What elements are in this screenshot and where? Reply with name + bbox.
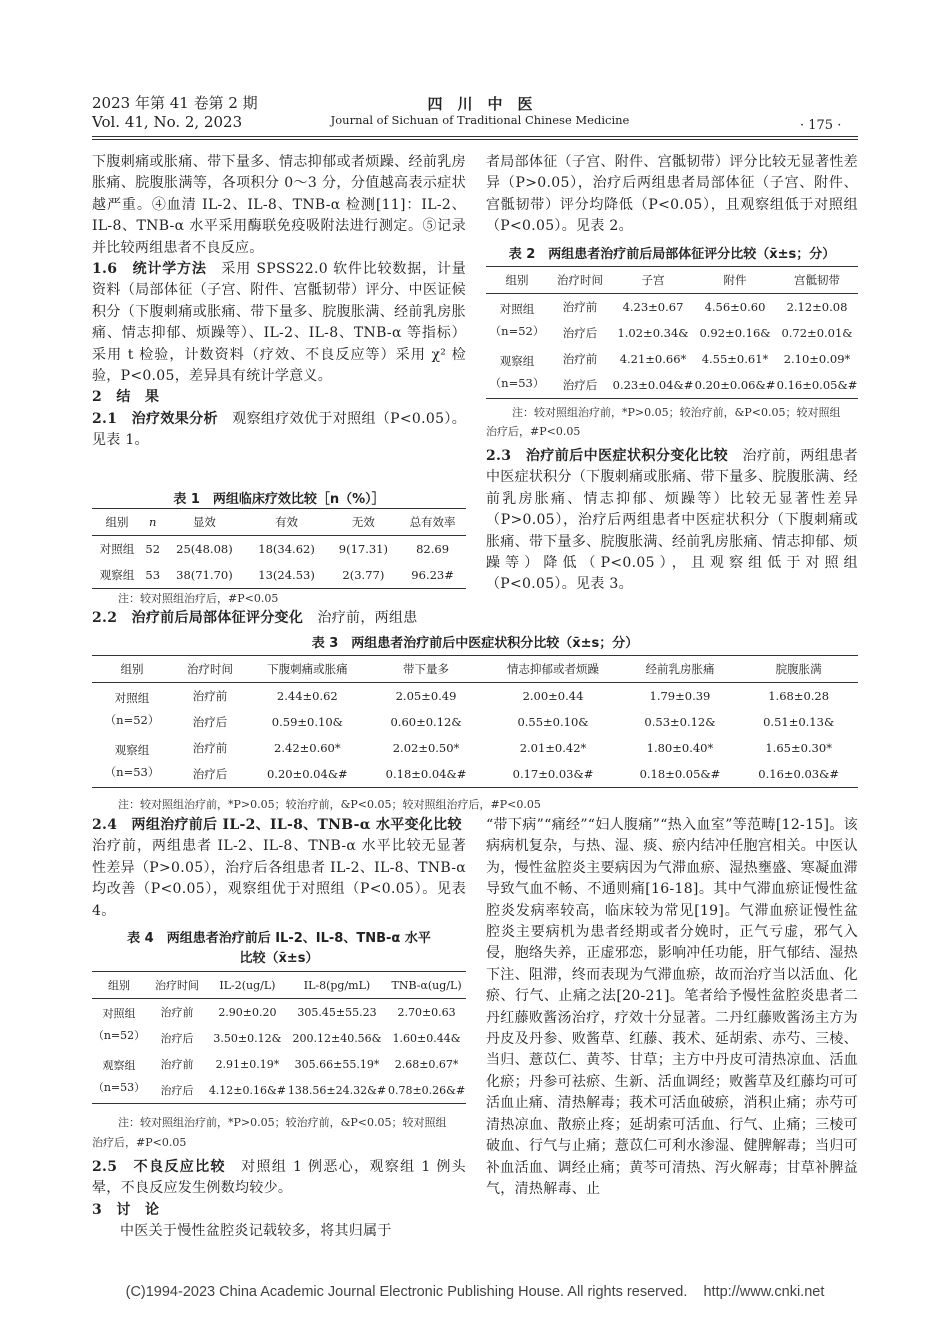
section-2-2-text: 治疗前，两组患 bbox=[303, 610, 418, 626]
table-3-title: 表 3 两组患者治疗前后中医症状积分比较（x̄±s；分） bbox=[311, 636, 639, 651]
table-1-header: 总有效率 bbox=[409, 515, 456, 529]
table-cell: 200.12±40.56& bbox=[292, 1031, 382, 1045]
table-2-title: 表 2 两组患者治疗前后局部体征评分比较（x̄±s；分） bbox=[508, 247, 836, 262]
group-n: （n=52） bbox=[104, 713, 160, 727]
table-1 bbox=[92, 508, 466, 589]
table-cell: 治疗前 bbox=[562, 352, 598, 366]
table-3-group-observation bbox=[92, 735, 172, 788]
group-n: （n=52） bbox=[489, 324, 545, 338]
table-4-header: TNB-α(ug/L) bbox=[391, 978, 462, 992]
table-cell: 305.45±55.23 bbox=[297, 1005, 377, 1019]
table-cell: 2.91±0.19* bbox=[215, 1057, 280, 1071]
table-cell: 25(48.08) bbox=[176, 542, 233, 556]
table-2-header: 子宫 bbox=[641, 273, 665, 287]
section-2-heading: 2 结 果 bbox=[92, 389, 160, 406]
table-cell: 治疗后 bbox=[562, 326, 598, 340]
group-label: 观察组 bbox=[499, 354, 535, 368]
discussion-start: 中医关于慢性盆腔炎记载较多，将其归属于 bbox=[120, 1223, 392, 1240]
table-cell: 2.42±0.60* bbox=[274, 741, 341, 755]
section-2-1-heading: 2.1 治疗效果分析 bbox=[92, 410, 218, 427]
table-cell: 1.02±0.34& bbox=[617, 326, 689, 340]
issue-en: Vol. 41, No. 2, 2023 bbox=[92, 113, 243, 131]
table-4-note-2: 治疗后，#P<0.05 bbox=[92, 1136, 187, 1149]
table-row bbox=[92, 735, 858, 761]
table-cell: 治疗前 bbox=[192, 689, 228, 703]
table-cell: 1.79±0.39 bbox=[649, 689, 711, 703]
table-cell: 治疗后 bbox=[562, 378, 598, 392]
table-row bbox=[92, 761, 858, 788]
table-1-header: 组别 bbox=[105, 515, 129, 529]
table-cell: 0.55±0.10& bbox=[517, 715, 589, 729]
table-cell: 0.20±0.04&# bbox=[266, 767, 348, 781]
table-cell: 2.70±0.63 bbox=[397, 1005, 456, 1019]
table-2-header: 治疗时间 bbox=[557, 273, 603, 287]
table-4-title-1: 表 4 两组患者治疗前后 IL-2、IL-8、TNB-α 水平 bbox=[127, 931, 431, 946]
table-cell: 治疗前 bbox=[160, 1058, 194, 1071]
table-3-header-row bbox=[92, 656, 858, 683]
table-3-header: 经前乳房胀痛 bbox=[645, 662, 715, 676]
group-n: （n=53） bbox=[489, 376, 545, 390]
table-cell: 2.10±0.09* bbox=[783, 352, 851, 366]
table-cell: 0.92±0.16& bbox=[699, 326, 771, 340]
table-row bbox=[92, 999, 466, 1026]
table-cell: 2.00±0.44 bbox=[522, 689, 584, 703]
table-cell: 13(24.53) bbox=[258, 568, 315, 582]
table-3-header: 组别 bbox=[120, 662, 144, 676]
right-paragraph-1: 者局部体征（子宫、附件、宫骶韧带）评分比较无显著性差异（P>0.05），治疗后两组患者局部体征（子宫、附件、宫骶韧带）评分均降低（P<0.05），且观察组低于对照组（P<0.05）。见表 2。 bbox=[486, 154, 858, 235]
table-2-header: 宫骶韧带 bbox=[794, 273, 840, 287]
section-1-6-heading: 1.6 统计学方法 bbox=[92, 261, 207, 278]
table-cell: 1.68±0.28 bbox=[768, 689, 830, 703]
header-rule bbox=[92, 136, 858, 140]
section-2-5 bbox=[92, 1157, 466, 1200]
table-cell: 0.20±0.06&# bbox=[694, 378, 776, 392]
table-4-header: 治疗时间 bbox=[155, 979, 199, 992]
table-cell: 治疗后 bbox=[192, 715, 228, 729]
table-cell: 0.78±0.26&# bbox=[387, 1083, 466, 1097]
group-label: 观察组 bbox=[102, 1059, 136, 1072]
table-cell: 1.60±0.44& bbox=[392, 1031, 461, 1045]
table-cell: 82.69 bbox=[416, 542, 450, 556]
table-cell: 4.12±0.16&# bbox=[208, 1083, 287, 1097]
table-4-group-observation bbox=[92, 1051, 146, 1104]
section-2-4-text: 治疗前，两组患者 IL-2、IL-8、TNB-α 水平比较无显著性差异（P>0.05），治疗后各组患者 IL-2、IL-8、TNB-α 均改善（P<0.05），观察组优于对照组（P<0.05）。见表 4。 bbox=[92, 817, 477, 919]
discussion-text: “带下病”“痛经”“妇人腹痛”“热入血室”等范畴[12-15]。该病病机复杂，与热、湿、痰、瘀内结冲任胞宫相关。中医认为，慢性盆腔炎主要病因为气滞血瘀、湿热壅盛、寒凝血滞导致气血不畅、不通则痛[16-18]。其中气滞血瘀证慢性盆腔炎发病率较高，临床较为常见[19]。气滞血瘀证慢性盆腔炎主要病机为患者经期或者分娩时，正气亏虚，邪气入侵，胞络失养，正虚邪恋，影响冲任功能，肝气郁结、湿热下注、阻滞，终而表现为气滞血瘀，故而治疗当以活血、化瘀、行气、止痛之法[20-21]。笔者给予慢性盆腔炎患者二丹红藤败酱汤治疗，疗效十分显著。二丹红藤败酱汤主方为丹皮及丹参、败酱草、红藤、莪术、延胡索、赤芍、三棱、当归、薏苡仁、黄芩、甘草；主方中丹皮可清热凉血、活血化瘀；丹参可祛瘀、生新、活血调经；败酱草及红藤均可可活血止痛、清热解毒；莪术可活血破瘀，消积止痛；赤芍可清热凉血、散瘀止疼；延胡索可活血、行气、止痛；三棱可破血、行气与止痛；薏苡仁可利水渗湿、健脾解毒；当归可补血活血、调经止痛；黄芩可清热、泻火解毒；甘草补脾益气，清热解毒、止 bbox=[486, 817, 858, 1197]
table-cell: 0.51±0.13& bbox=[763, 715, 835, 729]
section-2-3-heading: 2.3 治疗前后中医症状积分变化比较 bbox=[486, 448, 729, 464]
table-cell: 305.66±55.19* bbox=[294, 1057, 380, 1071]
table-cell: 治疗后 bbox=[160, 1032, 194, 1045]
table-2-note-1: 注：较对照组治疗前，*P>0.05；较治疗前，&P<0.05；较对照组 bbox=[512, 406, 841, 419]
table-cell: 3.50±0.12& bbox=[213, 1031, 282, 1045]
table-cell: 治疗后 bbox=[160, 1084, 194, 1097]
section-2-3 bbox=[486, 446, 858, 596]
table-1-title: 表 1 两组临床疗效比较［n（%）］ bbox=[173, 492, 385, 507]
journal-cn: 四 川 中 医 bbox=[427, 95, 533, 113]
table-4-title-2: 比较（x̄±s） bbox=[239, 951, 319, 966]
table-cell: 0.53±0.12& bbox=[644, 715, 716, 729]
table-3-note: 注：较对照组治疗前，*P>0.05；较治疗前，&P<0.05；较对照组治疗后，#P<0.05 bbox=[118, 798, 541, 811]
table-1-header: n bbox=[149, 515, 157, 529]
table-cell: 53 bbox=[145, 568, 161, 582]
issue-cn: 2023 年第 41 卷第 2 期 bbox=[92, 94, 258, 112]
table-4-header-row bbox=[92, 972, 466, 999]
table-cell: 2.68±0.67* bbox=[394, 1057, 459, 1071]
table-cell: 2.12±0.08 bbox=[786, 300, 848, 314]
table-2-header-row bbox=[486, 267, 858, 294]
group-label: 对照组 bbox=[114, 691, 150, 705]
table-2-group-observation bbox=[486, 346, 548, 399]
table-4-header: 组别 bbox=[108, 979, 130, 992]
table-2-group-control bbox=[486, 294, 548, 347]
table-3-group-control bbox=[92, 683, 172, 736]
table-cell: 治疗前 bbox=[160, 1006, 194, 1019]
group-n: （n=53） bbox=[92, 1081, 146, 1094]
table-3-header: 情志抑郁或者烦躁 bbox=[506, 662, 599, 676]
table-cell: 96.23# bbox=[411, 568, 454, 582]
page-number: · 175 · bbox=[800, 118, 842, 133]
left-column-top bbox=[92, 152, 466, 452]
table-row bbox=[92, 683, 858, 710]
right-column-top bbox=[486, 152, 858, 238]
table-2-note-2: 治疗后，#P<0.05 bbox=[486, 425, 581, 438]
right-column-discussion bbox=[486, 815, 858, 1200]
table-cell: 4.55±0.61* bbox=[701, 352, 769, 366]
table-1-header: 有效 bbox=[275, 515, 299, 529]
table-cell: 0.72±0.01& bbox=[781, 326, 853, 340]
table-cell: 2.01±0.42* bbox=[519, 741, 587, 755]
journal-en: Journal of Sichuan of Traditional Chinese Medicine bbox=[330, 113, 630, 127]
table-cell: 1.65±0.30* bbox=[765, 741, 832, 755]
group-label: 对照组 bbox=[499, 302, 535, 316]
table-cell: 0.16±0.05&# bbox=[776, 378, 858, 392]
section-1-6 bbox=[92, 259, 466, 387]
left-paragraph-1: 下腹刺痛或胀痛、带下量多、情志抑郁或者烦躁、经前乳房胀痛、脘腹胀满等，各项积分 0～3 分，分值越高表示症状越严重。④血清 IL-2、IL-8、TNB-α 检测[11]：IL-2、IL-8、TNB-α 水平采用酶联免疫吸附法进行测定。⑤记录并比较两组患者不良反应。 bbox=[92, 154, 466, 256]
section-2-1 bbox=[92, 409, 466, 452]
table-3-header: 带下量多 bbox=[403, 662, 450, 676]
table-cell: 138.56±24.32&# bbox=[287, 1083, 387, 1097]
table-4-header: IL-8(pg/mL) bbox=[303, 978, 371, 992]
table-2 bbox=[486, 266, 858, 399]
group-n: （n=52） bbox=[92, 1029, 146, 1042]
group-label: 观察组 bbox=[114, 743, 150, 757]
table-row bbox=[92, 536, 466, 563]
table-cell: 观察组 bbox=[99, 568, 135, 582]
table-cell: 对照组 bbox=[99, 542, 135, 556]
table-row bbox=[92, 1077, 466, 1104]
table-3-header: 脘腹胀满 bbox=[775, 662, 822, 676]
table-cell: 治疗前 bbox=[562, 300, 598, 314]
table-cell: 18(34.62) bbox=[258, 542, 315, 556]
section-2-1-text: 观察组疗效优于对照组（P<0.05）。见表 1。 bbox=[92, 410, 467, 449]
section-2-5-text: 对照组 1 例恶心，观察组 1 例头晕，不良反应发生例数均较少。 bbox=[92, 1159, 466, 1197]
table-1-header: 显效 bbox=[192, 515, 216, 529]
section-2-2-heading: 2.2 治疗前后局部体征评分变化 bbox=[92, 610, 304, 626]
table-1-header: 无效 bbox=[351, 515, 375, 529]
table-row bbox=[92, 1025, 466, 1051]
section-2-4 bbox=[92, 815, 477, 922]
table-1-note: 注：较对照组治疗后，#P<0.05 bbox=[118, 592, 279, 605]
table-cell: 0.16±0.03&# bbox=[758, 767, 840, 781]
table-cell: 52 bbox=[145, 542, 161, 556]
table-3-header: 下腹刺痛或胀痛 bbox=[267, 662, 348, 676]
section-3-heading: 3 讨 论 bbox=[92, 1201, 160, 1218]
copyright-footer: (C)1994-2023 China Academic Journal Electronic Publishing House. All rights reserved. http://www.cnki.net bbox=[125, 1284, 825, 1300]
table-cell: 0.60±0.12& bbox=[390, 715, 462, 729]
group-label: 对照组 bbox=[102, 1007, 136, 1020]
table-cell: 治疗后 bbox=[192, 767, 228, 781]
table-cell: 9(17.31) bbox=[338, 542, 388, 556]
section-2-5-heading: 2.5 不良反应比较 bbox=[92, 1159, 226, 1175]
table-2-header: 组别 bbox=[505, 273, 529, 287]
left-column-bottom bbox=[92, 1157, 466, 1243]
table-cell: 治疗前 bbox=[192, 741, 228, 755]
table-4-group-control bbox=[92, 999, 146, 1052]
group-n: （n=53） bbox=[104, 765, 160, 779]
table-cell: 0.18±0.04&# bbox=[385, 767, 467, 781]
section-2-3-text: 治疗前，两组患者中医症状积分（下腹刺痛或胀痛、带下量多、脘腹胀满、经前乳房胀痛、情志抑郁、烦躁等）比较无显著性差异（P>0.05），治疗后两组患者中医症状积分（下腹刺痛或胀痛、带下量多、脘腹胀满、经前乳房胀痛、情志抑郁、烦躁等）降低（P<0.05），且观察组低于对照组（P<0.05）。见表 3。 bbox=[486, 448, 858, 593]
table-cell: 2.90±0.20 bbox=[218, 1005, 277, 1019]
table-3-header: 治疗时间 bbox=[187, 662, 233, 676]
table-cell: 0.17±0.03&# bbox=[512, 767, 594, 781]
table-4-note-1: 注：较对照组治疗前，*P>0.05；较治疗前，&P<0.05；较对照组 bbox=[118, 1116, 447, 1129]
section-2-2 bbox=[92, 608, 466, 629]
table-row bbox=[92, 1051, 466, 1077]
table-4 bbox=[92, 971, 466, 1104]
table-cell: 0.23±0.04&# bbox=[612, 378, 694, 392]
table-cell: 4.21±0.66* bbox=[619, 352, 687, 366]
table-row bbox=[486, 294, 858, 321]
section-1-6-text: 采用 SPSS22.0 软件比较数据，计量资料（局部体征（子宫、附件、宫骶韧带）评分、中医证候积分（下腹刺痛或胀痛、带下量多、脘腹胀满、经前乳房胀痛、情志抑郁、烦躁等）、IL-2、IL-8、TNB-α 等指标）采用 t 检验，计数资料（疗效、不良反应等）采用 χ² 检验，P<0.05，差异具有统计学意义。 bbox=[92, 261, 466, 385]
table-cell: 0.59±0.10& bbox=[271, 715, 343, 729]
table-row bbox=[92, 709, 858, 735]
table-3 bbox=[92, 655, 858, 788]
table-cell: 38(71.70) bbox=[176, 568, 233, 582]
table-1-header-row bbox=[92, 509, 466, 536]
table-4-header: IL-2(ug/L) bbox=[219, 978, 276, 992]
table-cell: 2.05±0.49 bbox=[395, 689, 457, 703]
table-cell: 2.02±0.50* bbox=[392, 741, 460, 755]
table-2-header: 附件 bbox=[723, 273, 747, 287]
table-row bbox=[486, 346, 858, 372]
table-cell: 1.80±0.40* bbox=[646, 741, 714, 755]
table-cell: 0.18±0.05&# bbox=[639, 767, 721, 781]
table-cell: 2(3.77) bbox=[342, 568, 385, 582]
table-cell: 2.44±0.62 bbox=[276, 689, 338, 703]
table-row bbox=[92, 562, 466, 589]
table-cell: 4.56±0.60 bbox=[704, 300, 766, 314]
table-cell: 4.23±0.67 bbox=[622, 300, 684, 314]
section-2-4-heading: 2.4 两组治疗前后 IL-2、IL-8、TNB-α 水平变化比较 bbox=[92, 817, 462, 833]
